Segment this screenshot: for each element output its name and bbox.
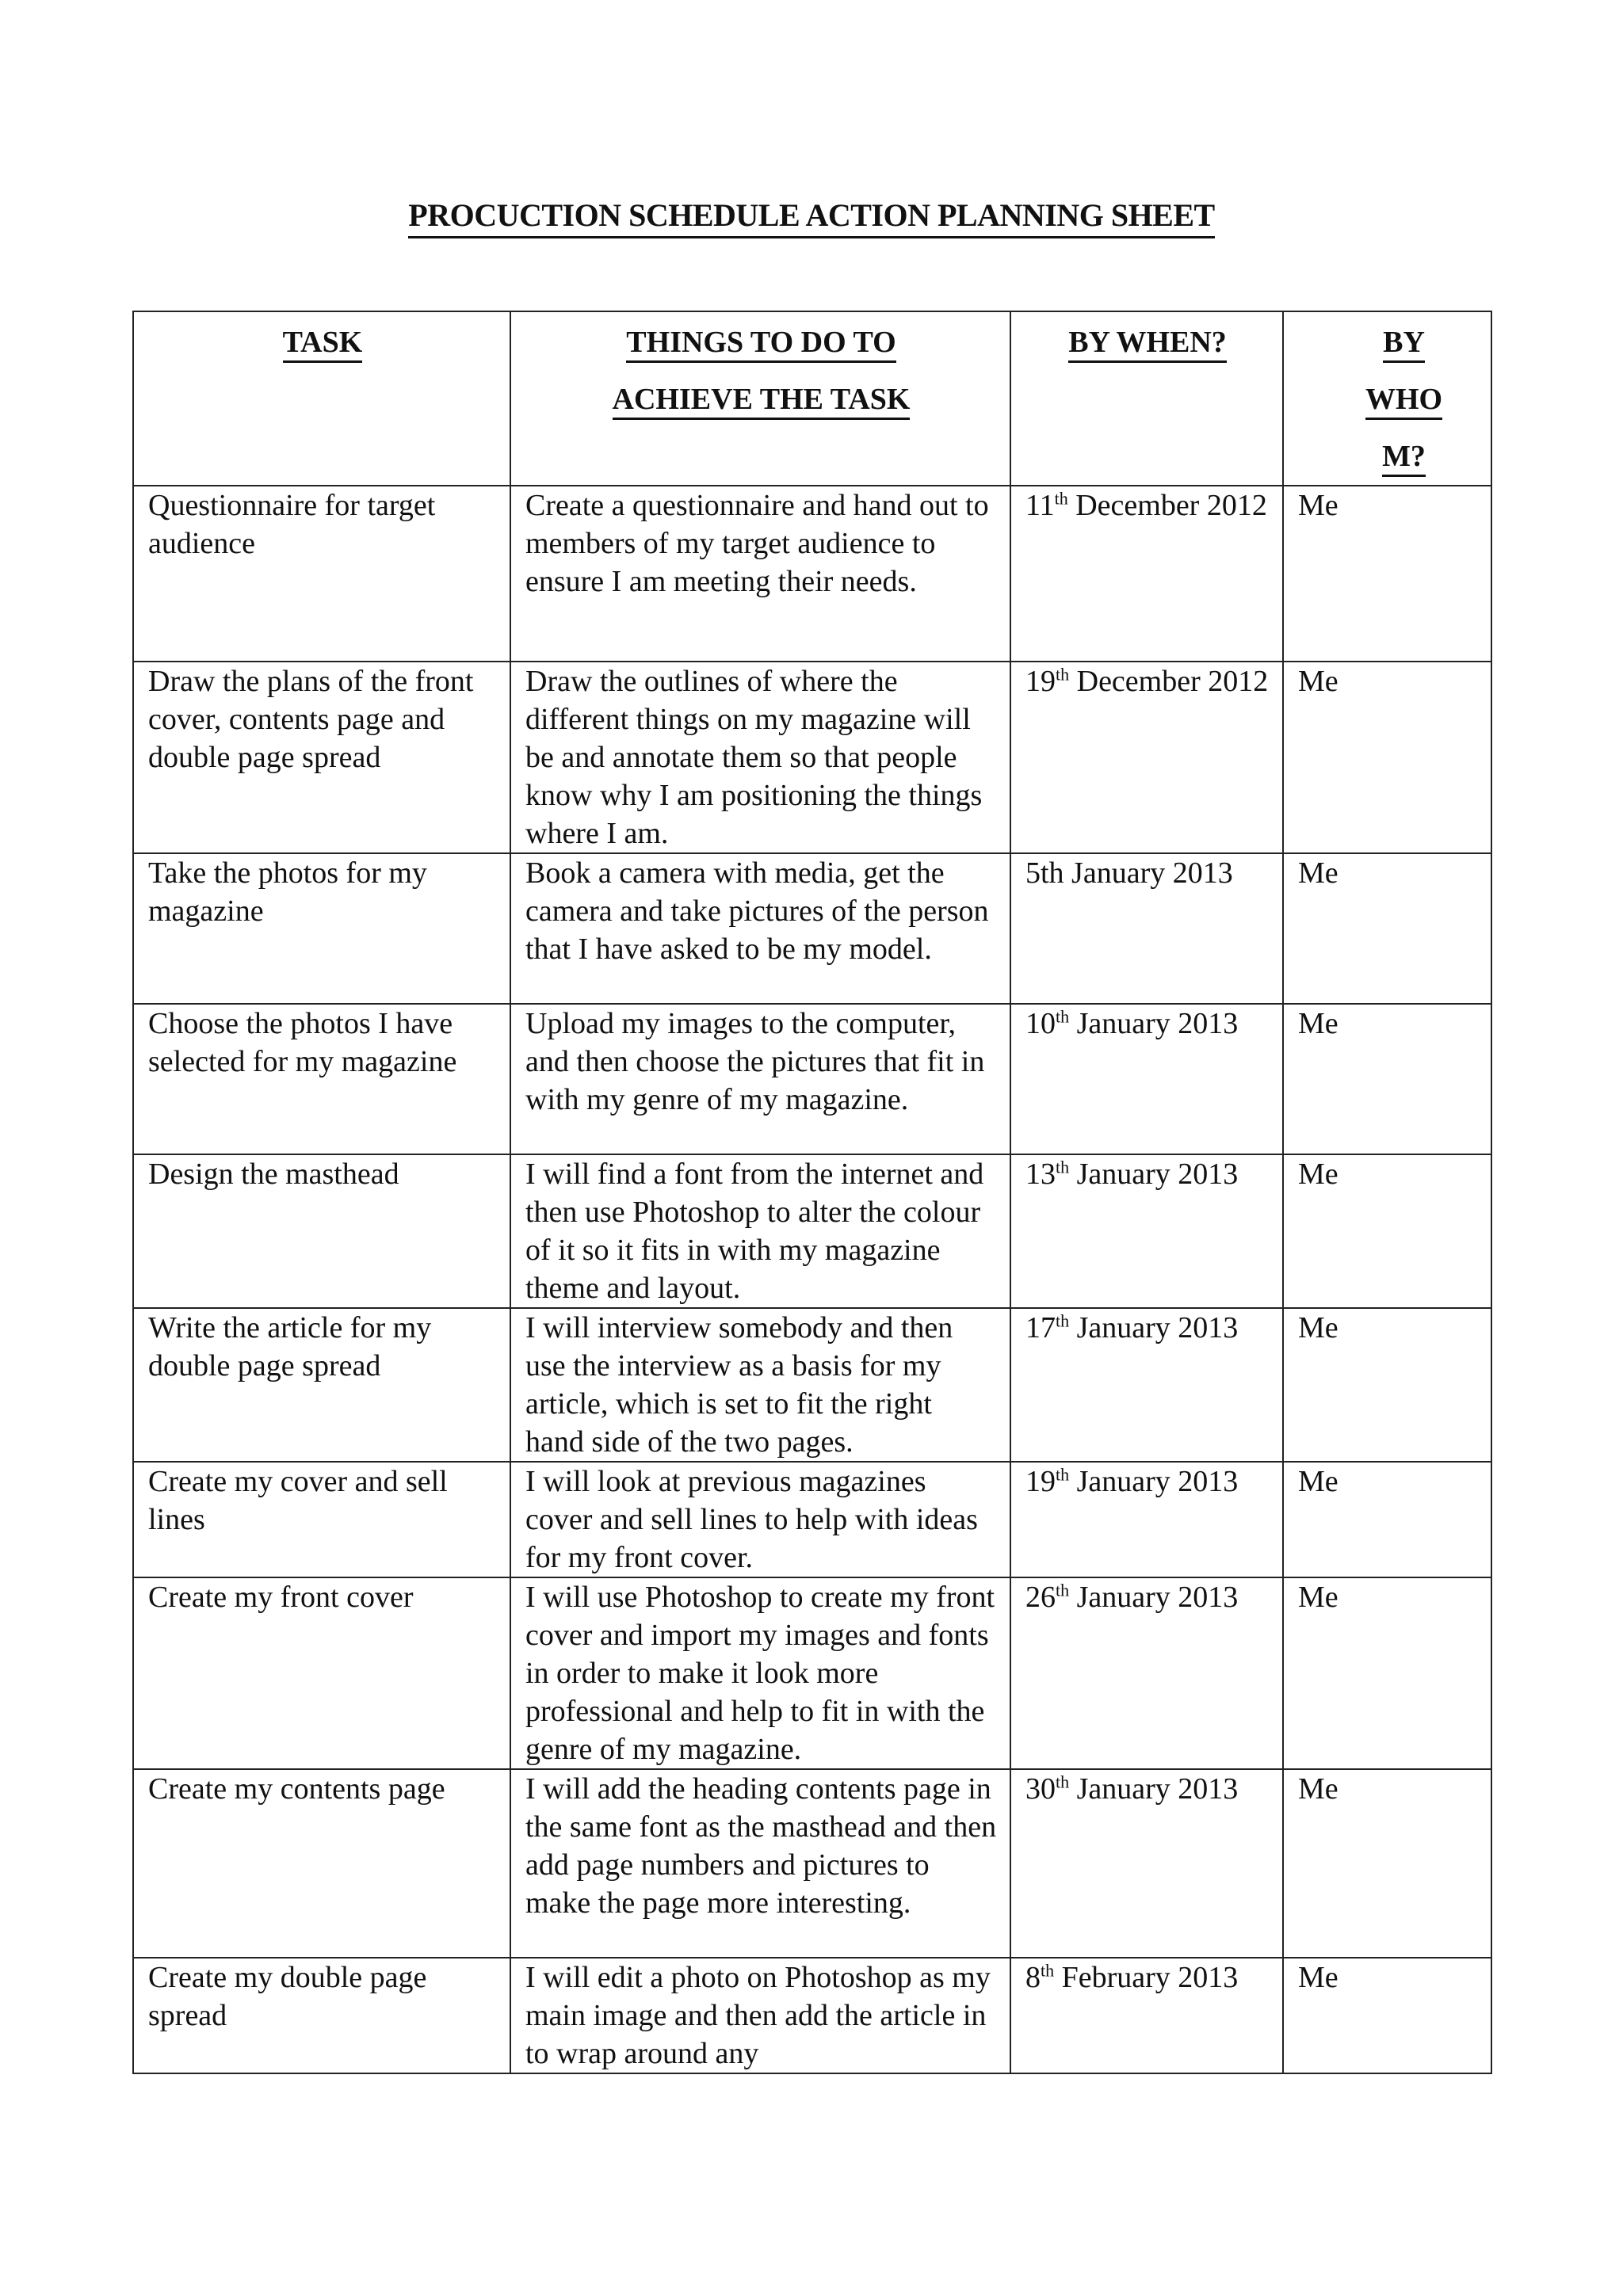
column-header-things-to-do bbox=[510, 311, 1010, 486]
by-whom-cell: Me bbox=[1283, 1308, 1491, 1462]
date-day: 10 bbox=[1025, 1007, 1056, 1040]
date-rest: January 2013 bbox=[1069, 1311, 1239, 1344]
by-whom-cell: Me bbox=[1283, 486, 1491, 662]
table-row bbox=[133, 486, 1491, 662]
date-ordinal: th bbox=[1056, 1006, 1070, 1027]
date-ordinal: th bbox=[1056, 1464, 1070, 1485]
by-whom-cell: Me bbox=[1283, 1004, 1491, 1154]
column-header-by-whom bbox=[1283, 311, 1491, 486]
things-to-do-cell: I will use Photoshop to create my front cover and import my images and fonts in order to make it look more professional and help to fit in with the genre of my magazine. bbox=[510, 1577, 1010, 1769]
by-when-cell bbox=[1010, 1462, 1283, 1577]
by-whom-cell: Me bbox=[1283, 853, 1491, 1004]
things-to-do-cell: I will interview somebody and then use the interview as a basis for my article, which is set to fit the right hand side of the two pages. bbox=[510, 1308, 1010, 1462]
things-to-do-cell: Create a questionnaire and hand out to members of my target audience to ensure I am meeting their needs. bbox=[510, 486, 1010, 662]
date-rest: January 2013 bbox=[1069, 1772, 1239, 1806]
date-day: 19 bbox=[1025, 665, 1056, 698]
table-row bbox=[133, 1577, 1491, 1769]
date-ordinal: th bbox=[1056, 664, 1070, 685]
table-row bbox=[133, 1462, 1491, 1577]
schedule-table bbox=[132, 311, 1492, 2074]
task-cell: Questionnaire for target audience bbox=[133, 486, 510, 662]
by-whom-cell: Me bbox=[1283, 1154, 1491, 1308]
by-when-cell bbox=[1010, 1308, 1283, 1462]
column-header-by-when bbox=[1010, 311, 1283, 486]
task-cell: Write the article for my double page spread bbox=[133, 1308, 510, 1462]
things-to-do-cell: I will look at previous magazines cover and sell lines to help with ideas for my front cover. bbox=[510, 1462, 1010, 1577]
page-title bbox=[0, 196, 1623, 238]
by-whom-cell: Me bbox=[1283, 1958, 1491, 2073]
date-rest: December 2012 bbox=[1067, 489, 1267, 522]
date-ordinal: th bbox=[1056, 1310, 1070, 1331]
column-header-task bbox=[133, 311, 510, 486]
by-whom-cell: Me bbox=[1283, 1577, 1491, 1769]
date-day: 19 bbox=[1025, 1465, 1056, 1498]
task-cell: Design the masthead bbox=[133, 1154, 510, 1308]
things-to-do-cell: I will find a font from the internet and then use Photoshop to alter the colour of it so it fits in with my magazine theme and layout. bbox=[510, 1154, 1010, 1308]
date-day: 26 bbox=[1025, 1581, 1056, 1614]
date-day: 5th January 2013 bbox=[1025, 856, 1233, 890]
by-when-cell bbox=[1010, 1577, 1283, 1769]
table-row bbox=[133, 1154, 1491, 1308]
page-title-text: PROCUCTION SCHEDULE ACTION PLANNING SHEET bbox=[408, 198, 1214, 238]
date-rest: January 2013 bbox=[1069, 1007, 1239, 1040]
column-header-by-whom-line2: WHO bbox=[1365, 383, 1442, 420]
table-row bbox=[133, 853, 1491, 1004]
header-row bbox=[133, 311, 1491, 486]
date-ordinal: th bbox=[1054, 488, 1068, 509]
date-day: 11 bbox=[1025, 489, 1055, 522]
date-day: 30 bbox=[1025, 1772, 1056, 1806]
table-row bbox=[133, 1769, 1491, 1958]
task-cell: Choose the photos I have selected for my magazine bbox=[133, 1004, 510, 1154]
by-whom-cell: Me bbox=[1283, 1462, 1491, 1577]
by-when-cell bbox=[1010, 662, 1283, 853]
column-header-task-label: TASK bbox=[283, 326, 363, 363]
date-rest: January 2013 bbox=[1069, 1581, 1239, 1614]
date-ordinal: th bbox=[1056, 1157, 1070, 1177]
things-to-do-cell: Upload my images to the computer, and then choose the pictures that fit in with my genre of my magazine. bbox=[510, 1004, 1010, 1154]
date-ordinal: th bbox=[1041, 1960, 1055, 1981]
date-day: 17 bbox=[1025, 1311, 1056, 1344]
by-when-cell bbox=[1010, 1004, 1283, 1154]
by-whom-cell: Me bbox=[1283, 1769, 1491, 1958]
column-header-by-whom-line1: BY bbox=[1383, 326, 1425, 363]
task-cell: Draw the plans of the front cover, contents page and double page spread bbox=[133, 662, 510, 853]
by-when-cell bbox=[1010, 1154, 1283, 1308]
by-when-cell bbox=[1010, 1769, 1283, 1958]
column-header-things-to-do-line2: ACHIEVE THE TASK bbox=[613, 383, 911, 420]
table-row bbox=[133, 1308, 1491, 1462]
date-ordinal: th bbox=[1056, 1580, 1070, 1600]
column-header-by-when-label: BY WHEN? bbox=[1068, 326, 1227, 363]
things-to-do-cell: I will add the heading contents page in the same font as the masthead and then add page numbers and pictures to make the page more interesting. bbox=[510, 1769, 1010, 1958]
date-day: 8 bbox=[1025, 1961, 1041, 1994]
table-row bbox=[133, 1004, 1491, 1154]
date-rest: January 2013 bbox=[1069, 1158, 1239, 1191]
column-header-by-whom-line3: M? bbox=[1382, 440, 1426, 477]
date-rest: January 2013 bbox=[1069, 1465, 1239, 1498]
date-ordinal: th bbox=[1056, 1772, 1070, 1792]
table-row bbox=[133, 1958, 1491, 2073]
things-to-do-cell: I will edit a photo on Photoshop as my main image and then add the article in to wrap around any bbox=[510, 1958, 1010, 2073]
date-day: 13 bbox=[1025, 1158, 1056, 1191]
task-cell: Create my front cover bbox=[133, 1577, 510, 1769]
task-cell: Create my cover and sell lines bbox=[133, 1462, 510, 1577]
things-to-do-cell: Book a camera with media, get the camera and take pictures of the person that I have asked to be my model. bbox=[510, 853, 1010, 1004]
table-row bbox=[133, 662, 1491, 853]
date-rest: February 2013 bbox=[1054, 1961, 1239, 1994]
column-header-things-to-do-line1: THINGS TO DO TO bbox=[626, 326, 896, 363]
by-when-cell bbox=[1010, 853, 1283, 1004]
things-to-do-cell: Draw the outlines of where the different things on my magazine will be and annotate them so that people know why I am positioning the things where I am. bbox=[510, 662, 1010, 853]
by-when-cell bbox=[1010, 486, 1283, 662]
by-when-cell bbox=[1010, 1958, 1283, 2073]
task-cell: Create my double page spread bbox=[133, 1958, 510, 2073]
task-cell: Take the photos for my magazine bbox=[133, 853, 510, 1004]
task-cell: Create my contents page bbox=[133, 1769, 510, 1958]
date-rest: December 2012 bbox=[1069, 665, 1269, 698]
by-whom-cell: Me bbox=[1283, 662, 1491, 853]
